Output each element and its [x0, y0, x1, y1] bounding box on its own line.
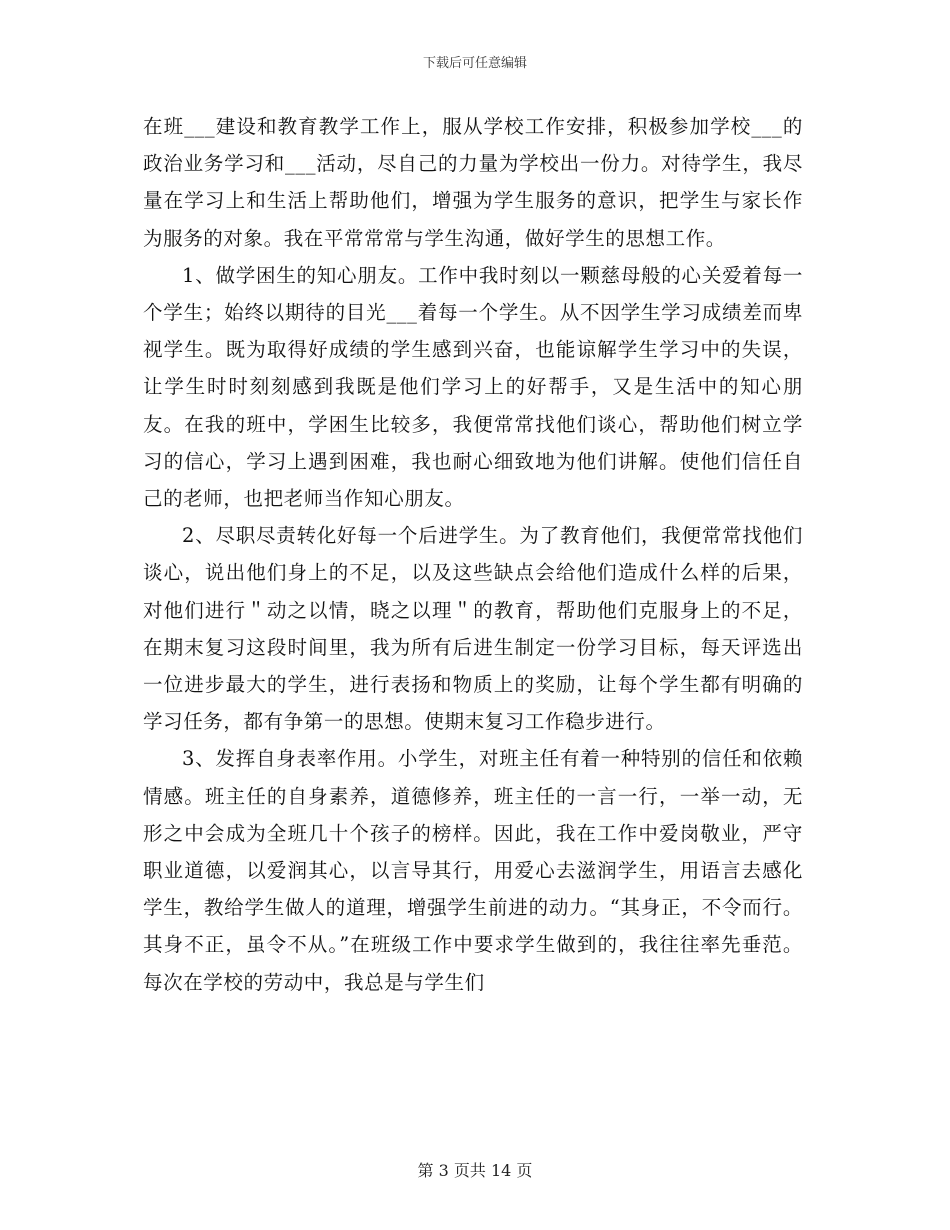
paragraph-point-1: 1、做学困生的知心朋友。工作中我时刻以一颗慈母般的心关爱着每一个学生；始终以期待的目光___着每一个学生。从不因学生学习成绩差而卑视学生。既为取得好成绩的学生感到兴奋，也能谅解学生学习中的失误，让学生时时刻刻感到我既是他们学习上的好帮手，又是生活中的知心朋友。在我的班中，学困生比较多，我便常常找他们谈心，帮助他们树立学习的信心，学习上遇到困难，我也耐心细致地为他们讲解。使他们信任自己的老师，也把老师当作知心朋友。	[143, 263, 803, 511]
page-number-footer: 第 3 页共 14 页	[417, 1161, 533, 1180]
paragraph-continuation: 在班___建设和教育教学工作上，服从学校工作安排，积极参加学校___的政治业务学习和___活动，尽自己的力量为学校出一份力。对待学生，我尽量在学习上和生活上帮助他们，增强为学生服务的意识，把学生与家长作为服务的对象。我在平常常常与学生沟通，做好学生的思想工作。	[143, 115, 803, 250]
paragraph-point-2: 2、尽职尽责转化好每一个后进学生。为了教育他们，我便常常找他们谈心，说出他们身上的不足，以及这些缺点会给他们造成什么样的后果，对他们进行＂动之以情，晓之以理＂的教育，帮助他们克服身上的不足，在期末复习这段时间里，我为所有后进生制定一份学习目标，每天评选出一位进步最大的学生，进行表扬和物质上的奖励，让每个学生都有明确的学习任务，都有争第一的思想。使期末复习工作稳步进行。	[143, 524, 803, 734]
document-body	[143, 108, 803, 1001]
paragraph-point-3: 3、发挥自身表率作用。小学生，对班主任有着一种特别的信任和依赖情感。班主任的自身素养，道德修养，班主任的一言一行，一举一动，无形之中会成为全班几十个孩子的榜样。因此，我在工作中爱岗敬业，严守职业道德，以爱润其心，以言导其行，用爱心去滋润学生，用语言去感化学生，教给学生做人的道理，增强学生前进的动力。“其身正，不令而行。其身不正，虽令不从。”在班级工作中要求学生做到的，我往往率先垂范。每次在学校的劳动中，我总是与学生们	[143, 747, 803, 994]
page-header: 下载后可任意编辑	[422, 56, 527, 71]
